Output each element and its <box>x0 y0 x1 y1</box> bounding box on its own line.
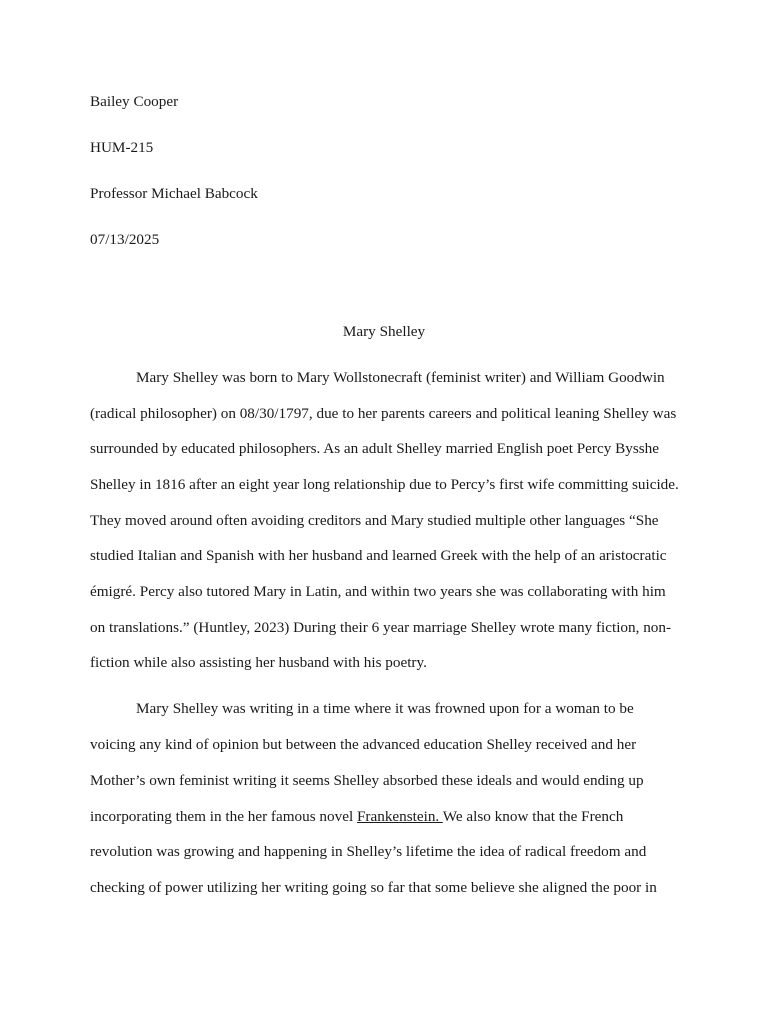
paragraph-line: (radical philosopher) on 08/30/1797, due to her parents careers and political leaning Shelley was <box>90 405 677 422</box>
paragraph-line: revolution was growing and happening in Shelley’s lifetime the idea of radical freedom and <box>90 843 647 860</box>
paragraph-line: fiction while also assisting her husband with his poetry. <box>90 654 427 671</box>
book-title-frankenstein: Frankenstein. <box>356 808 443 825</box>
paragraph-line: studied Italian and Spanish with her husband and learned Greek with the help of an aristocratic <box>90 547 667 564</box>
paragraph-line: Mary Shelley was writing in a time where it was frowned upon for a woman to be <box>136 700 634 717</box>
paragraph-line: voicing any kind of opinion but between the advanced education Shelley received and her <box>90 736 637 753</box>
paragraph-line: émigré. Percy also tutored Mary in Latin, and within two years she was collaborating with him <box>90 583 666 600</box>
student-name: Bailey Cooper <box>90 93 179 110</box>
paragraph-line: Shelley in 1816 after an eight year long relationship due to Percy’s first wife committing suicide. <box>90 476 679 493</box>
paragraph-line: checking of power utilizing her writing going so far that some believe she aligned the poor in <box>90 879 657 896</box>
paragraph-line: on translations.” (Huntley, 2023) During their 6 year marriage Shelley wrote many fiction, non- <box>90 619 672 636</box>
paragraph-line: They moved around often avoiding creditors and Mary studied multiple other languages “She <box>90 512 659 529</box>
paragraph-line <box>90 807 623 827</box>
line-text: We also know that the French <box>442 808 624 825</box>
line-text: incorporating them in the her famous novel <box>90 808 357 825</box>
paragraph-line: Mother’s own feminist writing it seems Shelley absorbed these ideals and would ending up <box>90 772 644 789</box>
paragraph-line: Mary Shelley was born to Mary Wollstonecraft (feminist writer) and William Goodwin <box>136 369 665 386</box>
date: 07/13/2025 <box>90 231 160 248</box>
page-title: Mary Shelley <box>342 323 426 340</box>
paragraph-line: surrounded by educated philosophers. As an adult Shelley married English poet Percy Bysshe <box>90 440 659 457</box>
professor-name: Professor Michael Babcock <box>90 185 258 202</box>
course-code: HUM-215 <box>90 139 154 156</box>
